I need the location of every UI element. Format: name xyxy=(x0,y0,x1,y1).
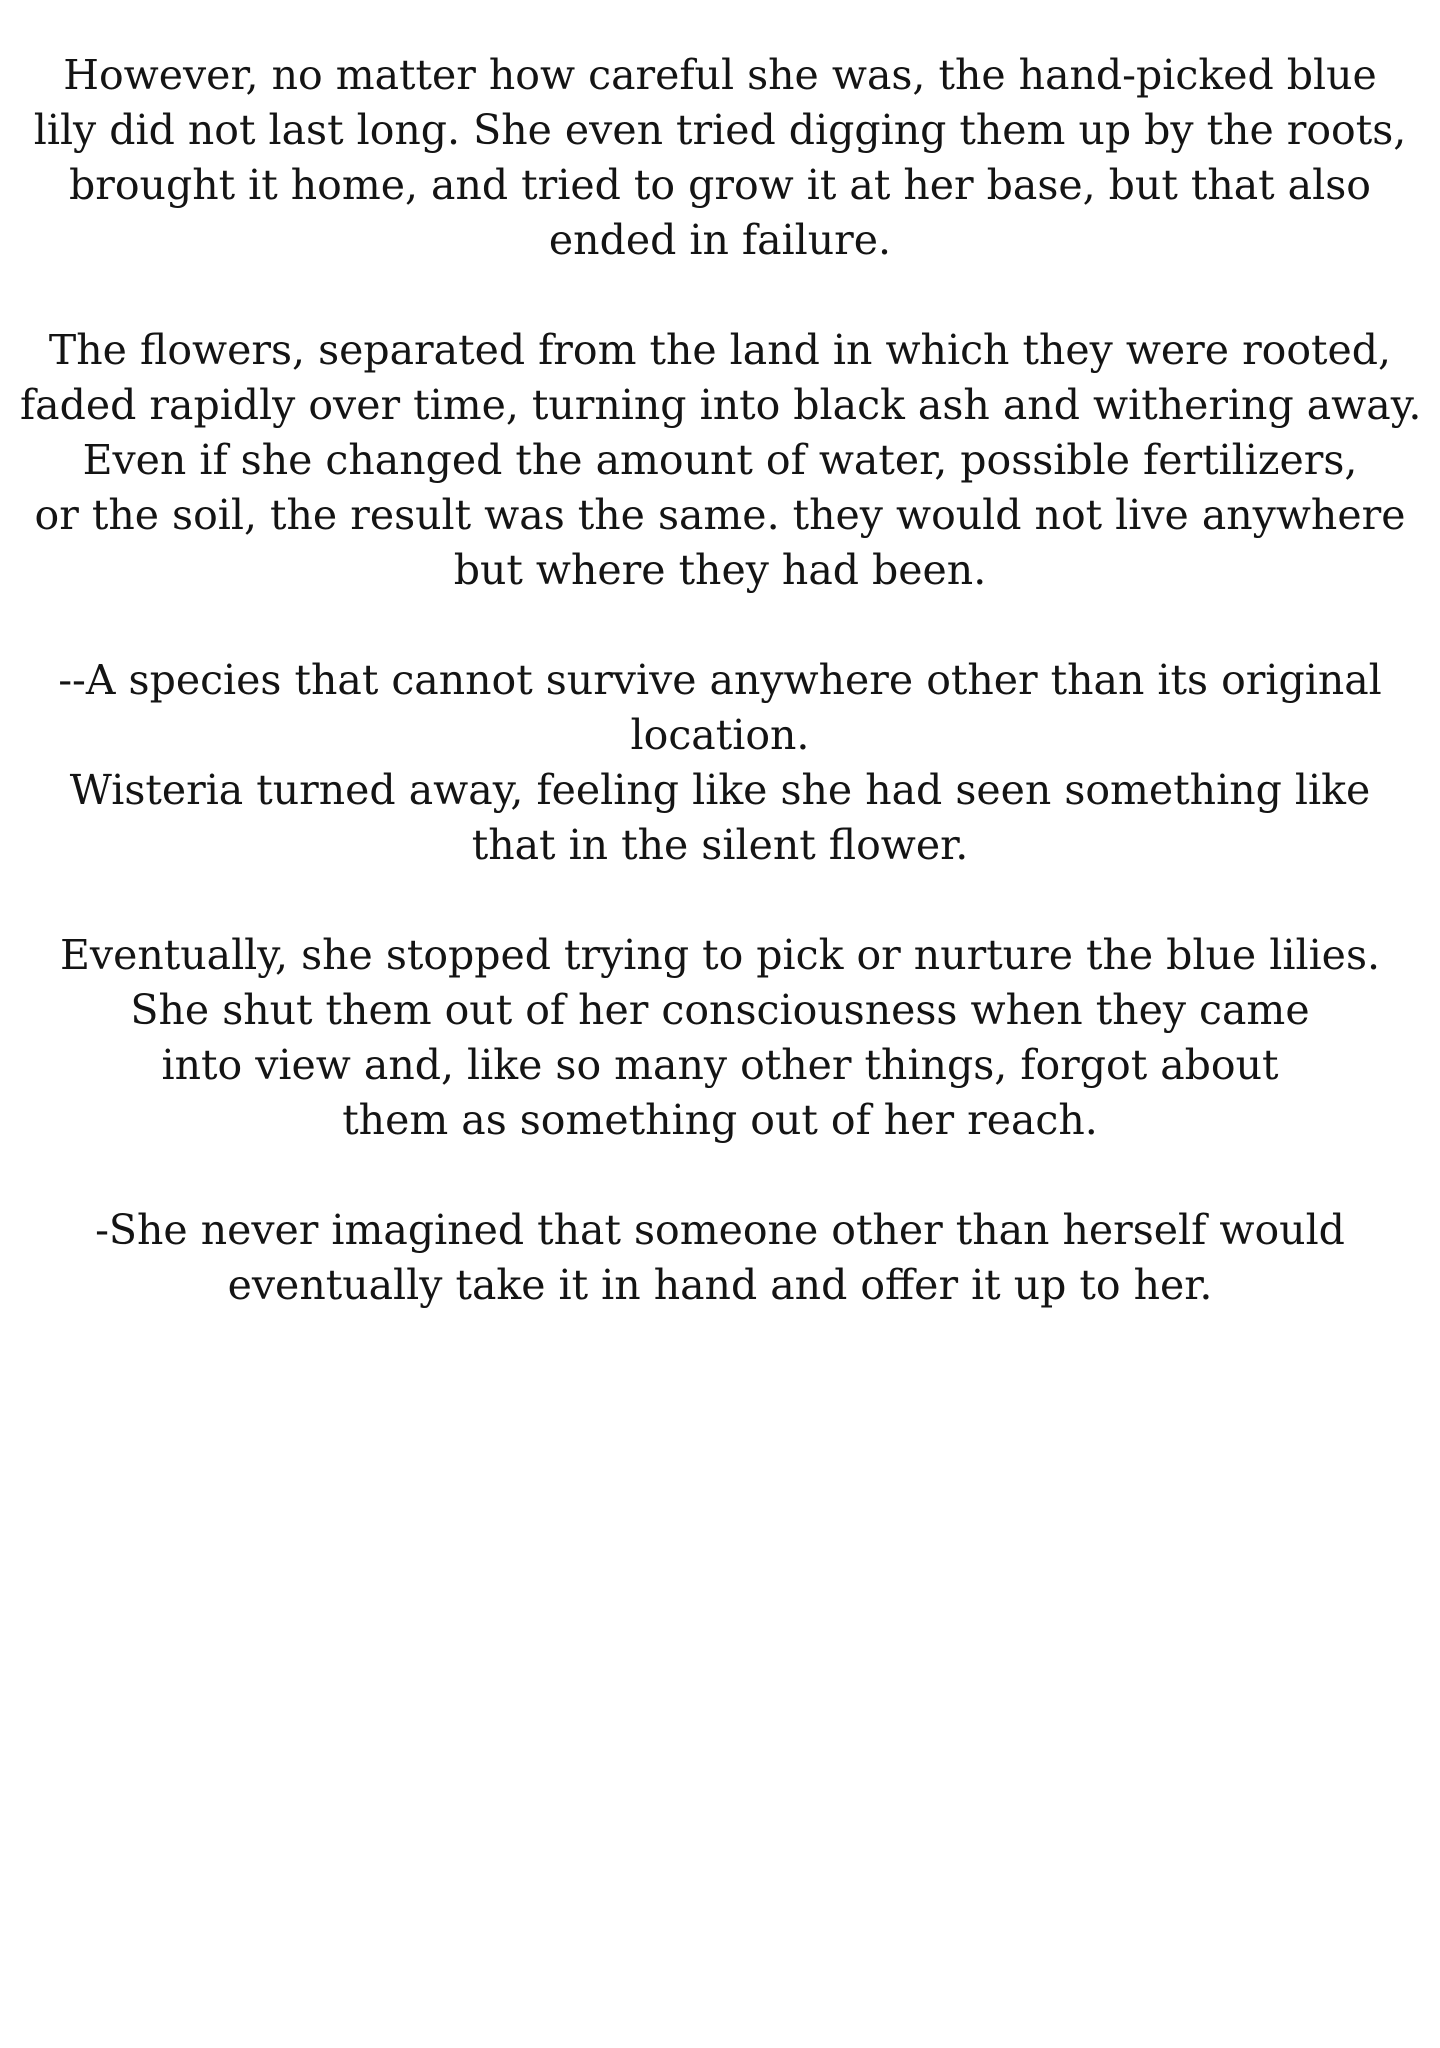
text-line: She shut them out of her consciousness when they came xyxy=(130,986,1310,1034)
text-line: Even if she changed the amount of water, possible fertilizers, xyxy=(82,436,1358,484)
text-line: -She never imagined that someone other than herself would xyxy=(95,1206,1345,1254)
text-line: ended in failure. xyxy=(548,216,892,264)
text-line: into view and, like so many other things, forgot about xyxy=(161,1041,1279,1089)
text-line: --A species that cannot survive anywhere other than its original xyxy=(58,656,1382,704)
text-line: or the soil, the result was the same. they would not live anywhere xyxy=(34,491,1406,539)
text-line: eventually take it in hand and offer it up to her. xyxy=(227,1261,1213,1309)
text-line: lily did not last long. She even tried digging them up by the roots, xyxy=(33,106,1407,154)
text-line: them as something out of her reach. xyxy=(342,1096,1098,1144)
text-line: location. xyxy=(630,711,810,759)
text-line: but where they had been. xyxy=(453,546,987,594)
text-line: The flowers, separated from the land in which they were rooted, xyxy=(48,326,1392,374)
paragraph-3 xyxy=(20,653,1420,873)
text-line: Wisteria turned away, feeling like she had seen something like xyxy=(69,766,1371,814)
story-text xyxy=(20,48,1420,1368)
paragraph-5 xyxy=(20,1203,1420,1313)
paragraph-1 xyxy=(20,48,1420,268)
text-line: brought it home, and tried to grow it at her base, but that also xyxy=(69,161,1371,209)
text-line: Eventually, she stopped trying to pick or nurture the blue lilies. xyxy=(59,931,1381,979)
text-line: However, no matter how careful she was, the hand-picked blue xyxy=(63,51,1377,99)
text-line: that in the silent flower. xyxy=(471,821,969,869)
paragraph-2 xyxy=(20,323,1420,598)
paragraph-4 xyxy=(20,928,1420,1148)
text-line: faded rapidly over time, turning into black ash and withering away. xyxy=(20,381,1422,429)
